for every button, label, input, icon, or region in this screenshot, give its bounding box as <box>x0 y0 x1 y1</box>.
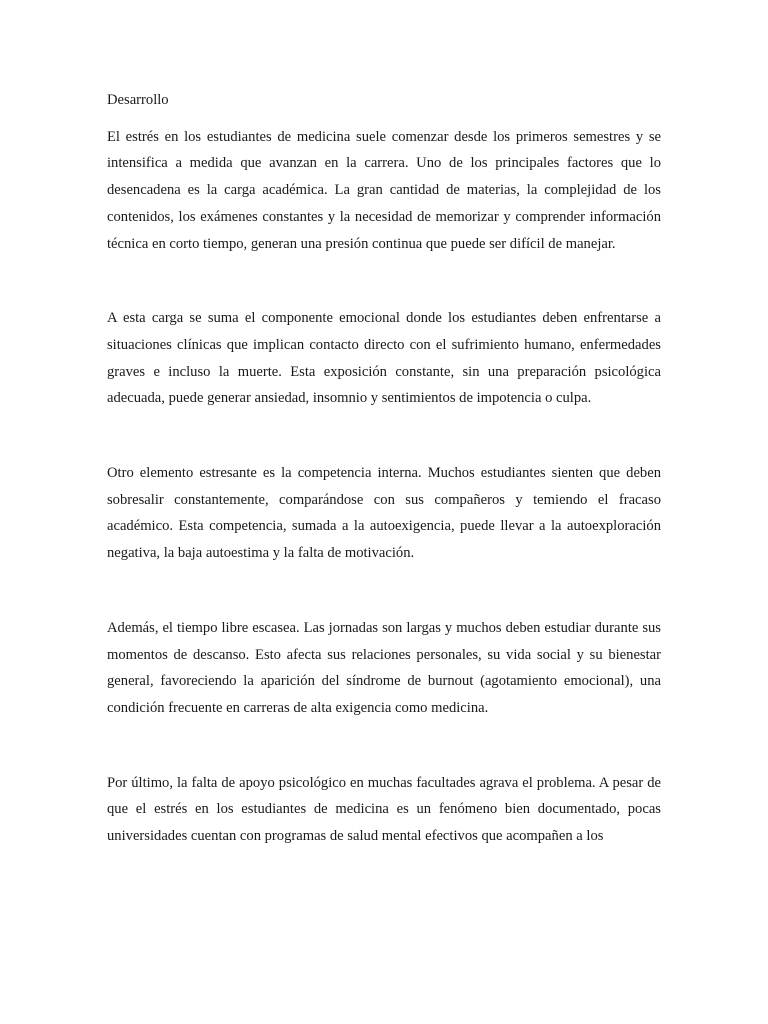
section-heading: Desarrollo <box>107 92 169 108</box>
paragraph-spacer <box>107 722 661 770</box>
paragraph-2: A esta carga se suma el componente emocional donde los estudiantes deben enfrentarse a situaciones clínicas que implican contacto directo con el sufrimiento humano, enfermedades graves e incluso la muerte. Esta exposición constante, sin una preparación psicológica adecuada, puede generar ansiedad, insomnio y sentimientos de impotencia o culpa. <box>107 310 661 407</box>
paragraph-spacer <box>107 257 661 305</box>
paragraph-1: El estrés en los estudiantes de medicina suele comenzar desde los primeros semestres y se intensifica a medida que avanzan en la carrera. Uno de los principales factores que lo desencadena es la carga académica. La gran cantidad de materias, la complejidad de los contenidos, los exámenes constantes y la necesidad de memorizar y comprender información técnica en corto tiempo, generan una presión continua que puede ser difícil de manejar. <box>107 128 661 252</box>
paragraph-5: Por último, la falta de apoyo psicológico en muchas facultades agrava el problema. A pesar de que el estrés en los estudiantes de medicina es un fenómeno bien documentado, pocas universidades cuentan con programas de salud mental efectivos que acompañen a los <box>107 774 661 845</box>
document-body <box>107 87 661 850</box>
paragraph-3: Otro elemento estresante es la competencia interna. Muchos estudiantes sienten que deben sobresalir constantemente, comparándose con sus compañeros y temiendo el fracaso académico. Esta competencia, sumada a la autoexigencia, puede llevar a la autoexploración negativa, la baja autoestima y la falta de motivación. <box>107 465 661 562</box>
paragraph-4: Además, el tiempo libre escasea. Las jornadas son largas y muchos deben estudiar durante sus momentos de descanso. Esto afecta sus relaciones personales, su vida social y su bienestar general, favoreciendo la aparición del síndrome de burnout (agotamiento emocional), una condición frecuente en carreras de alta exigencia como medicina. <box>107 619 661 716</box>
paragraph-spacer <box>107 412 661 460</box>
paragraph-spacer <box>107 567 661 615</box>
